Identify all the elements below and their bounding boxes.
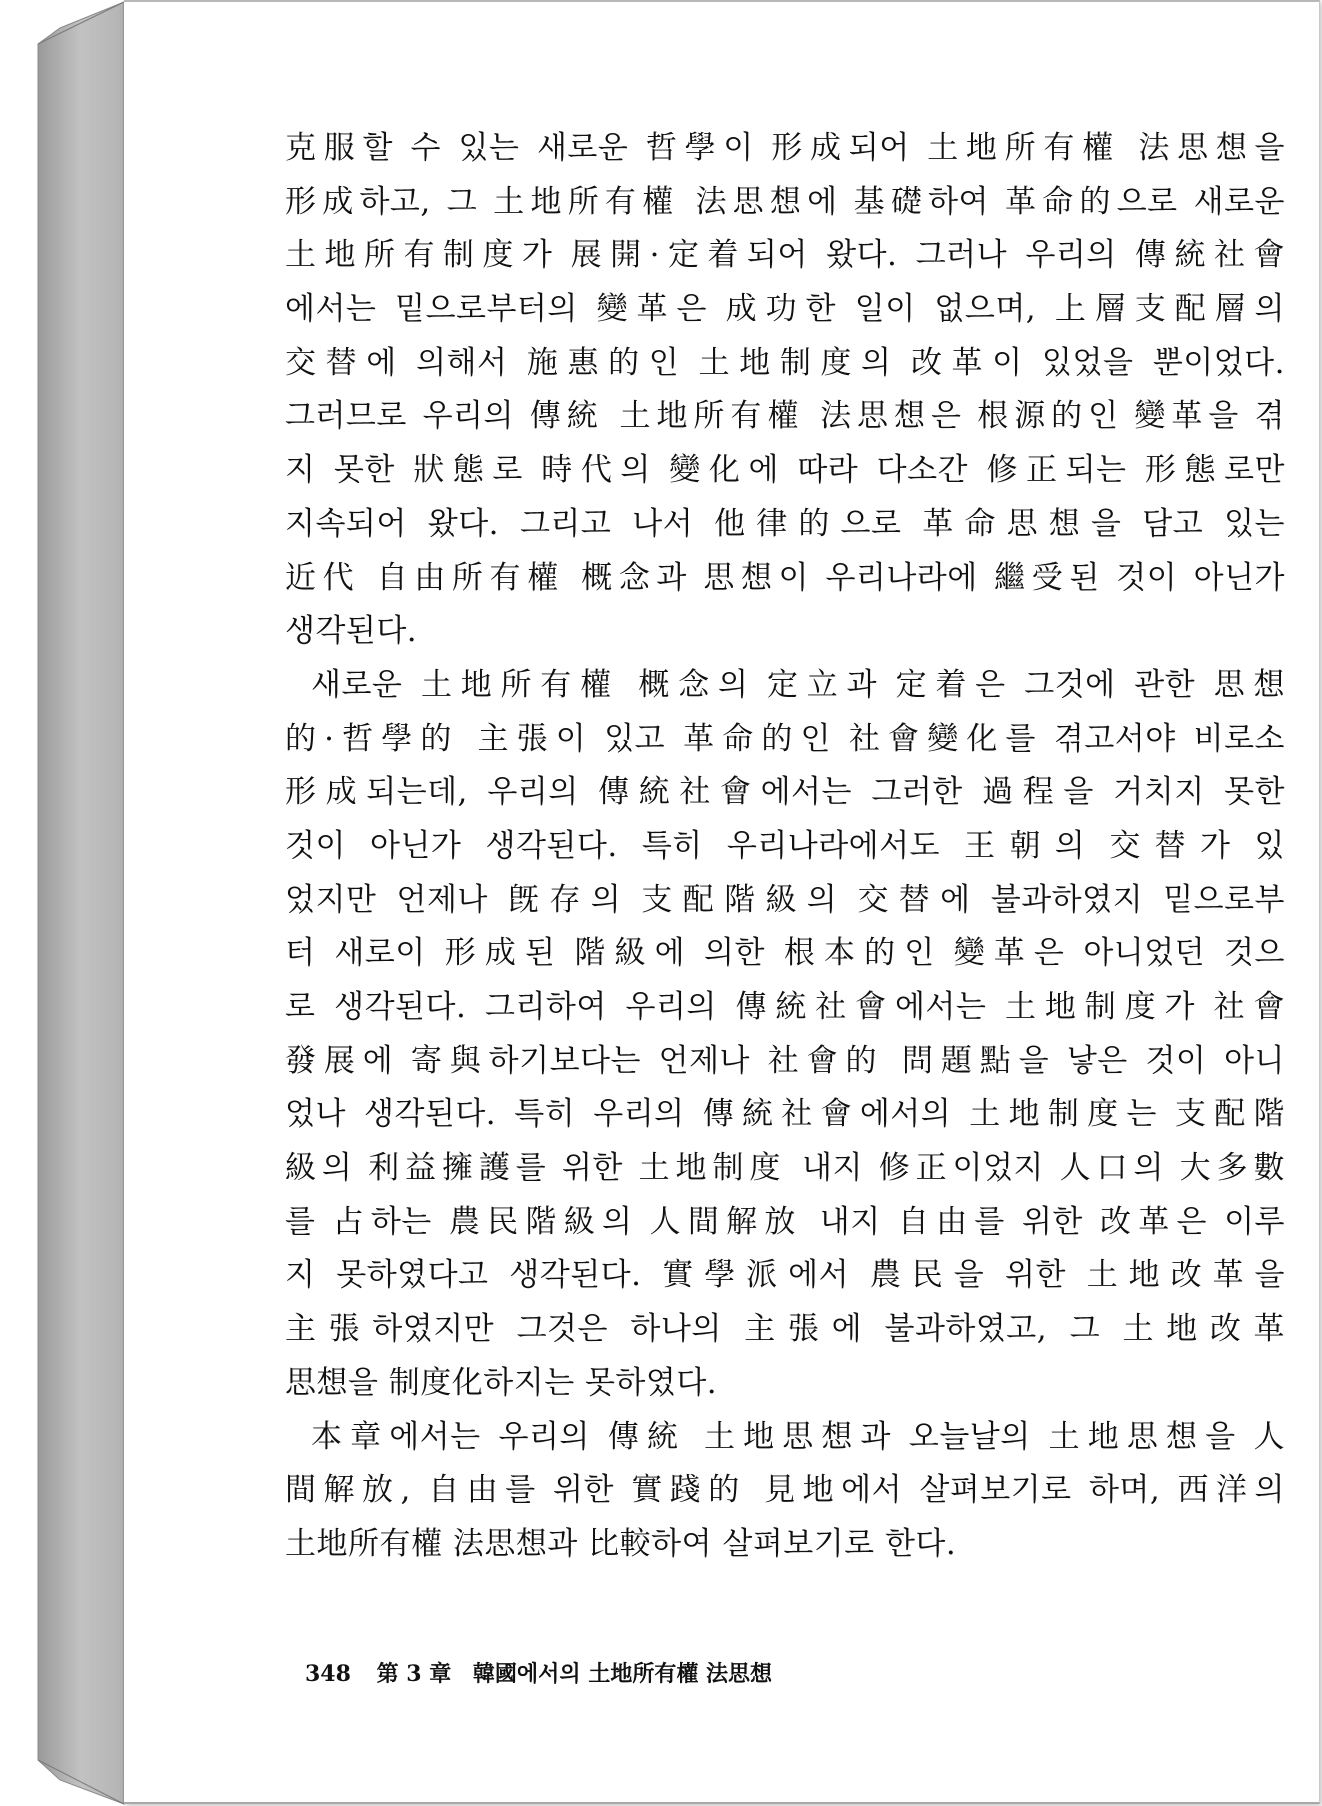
- text-line: 級의 利益擁護를 위한 土地制度 내지 修正이었지 人口의 大多數: [285, 1150, 1285, 1187]
- text-line: 지 못한 狀態로 時代의 變化에 따라 다소간 修正되는 形態로만: [285, 452, 1285, 489]
- text-line: 思想을 制度化하지는 못하였다.: [285, 1364, 718, 1401]
- text-line: 的·哲學的 主張이 있고 革命的인 社會變化를 겪고서야 비로소: [285, 720, 1285, 757]
- text-line: 近代 自由所有權 概念과 思想이 우리나라에 繼受된 것이 아닌가: [285, 559, 1285, 596]
- text-line: 克服할 수 있는 새로운 哲學이 形成되어 土地所有權 法思想을: [285, 130, 1285, 166]
- paragraph-start-line: 새로운 土地所有權 概念의 定立과 定着은 그것에 관한 思想: [311, 666, 1285, 703]
- text-line: 間解放, 自由를 위한 實踐的 見地에서 살펴보기로 하며, 西洋의: [285, 1472, 1285, 1509]
- text-line: 形成되는데, 우리의 傳統社會에서는 그러한 過程을 거치지 못한: [285, 774, 1285, 811]
- chapter-label: 第 3 章: [376, 1661, 452, 1687]
- text-line: 土地所有制度가 展開·定着되어 왔다. 그러나 우리의 傳統社會: [285, 237, 1285, 274]
- page-number: 348: [305, 1661, 351, 1687]
- book-page: [124, 0, 1320, 1804]
- text-line: 생각된다.: [285, 613, 418, 650]
- text-line: 形成하고, 그 土地所有權 法思想에 基礎하여 革命的으로 새로운: [285, 183, 1285, 220]
- text-line: 었지만 언제나 旣存의 支配階級의 交替에 불과하였지 밑으로부: [285, 881, 1285, 918]
- body-text: [285, 122, 1285, 1572]
- text-line: 지 못하였다고 생각된다. 實學派에서 農民을 위한 土地改革을: [285, 1257, 1285, 1294]
- text-line: 에서는 밑으로부터의 變革은 成功한 일이 없으며, 上層支配層의: [285, 291, 1285, 328]
- text-line: 土地所有權 法思想과 比較하여 살펴보기로 한다.: [285, 1525, 957, 1562]
- chapter-title: 韓國에서의 土地所有權 法思想: [472, 1661, 772, 1687]
- text-line: 었나 생각된다. 특히 우리의 傳統社會에서의 土地制度는 支配階: [285, 1096, 1285, 1133]
- text-line: 것이 아닌가 생각된다. 특히 우리나라에서도 王朝의 交替가 있: [285, 827, 1285, 864]
- paragraph-start-line: 本章에서는 우리의 傳統 土地思想과 오늘날의 土地思想을 人: [311, 1418, 1285, 1455]
- text-line: 로 생각된다. 그리하여 우리의 傳統社會에서는 土地制度가 社會: [285, 989, 1285, 1025]
- text-line: 를 占하는 農民階級의 人間解放 내지 自由를 위한 改革은 이루: [285, 1203, 1285, 1240]
- text-line: 發展에 寄與하기보다는 언제나 社會的 問題點을 낳은 것이 아니: [285, 1042, 1285, 1079]
- page-footer: [305, 1657, 772, 1688]
- text-line: 그러므로 우리의 傳統 土地所有權 法思想은 根源的인 變革을 겪: [285, 398, 1285, 435]
- text-line: 터 새로이 形成된 階級에 의한 根本的인 變革은 아니었던 것으: [285, 935, 1285, 972]
- text-line: 지속되어 왔다. 그리고 나서 他律的으로 革命思想을 담고 있는: [285, 505, 1285, 542]
- text-line: 交替에 의해서 施惠的인 土地制度의 改革이 있었을 뿐이었다.: [285, 344, 1285, 381]
- text-line: 主張하였지만 그것은 하나의 主張에 불과하였고, 그 土地改革: [285, 1311, 1285, 1348]
